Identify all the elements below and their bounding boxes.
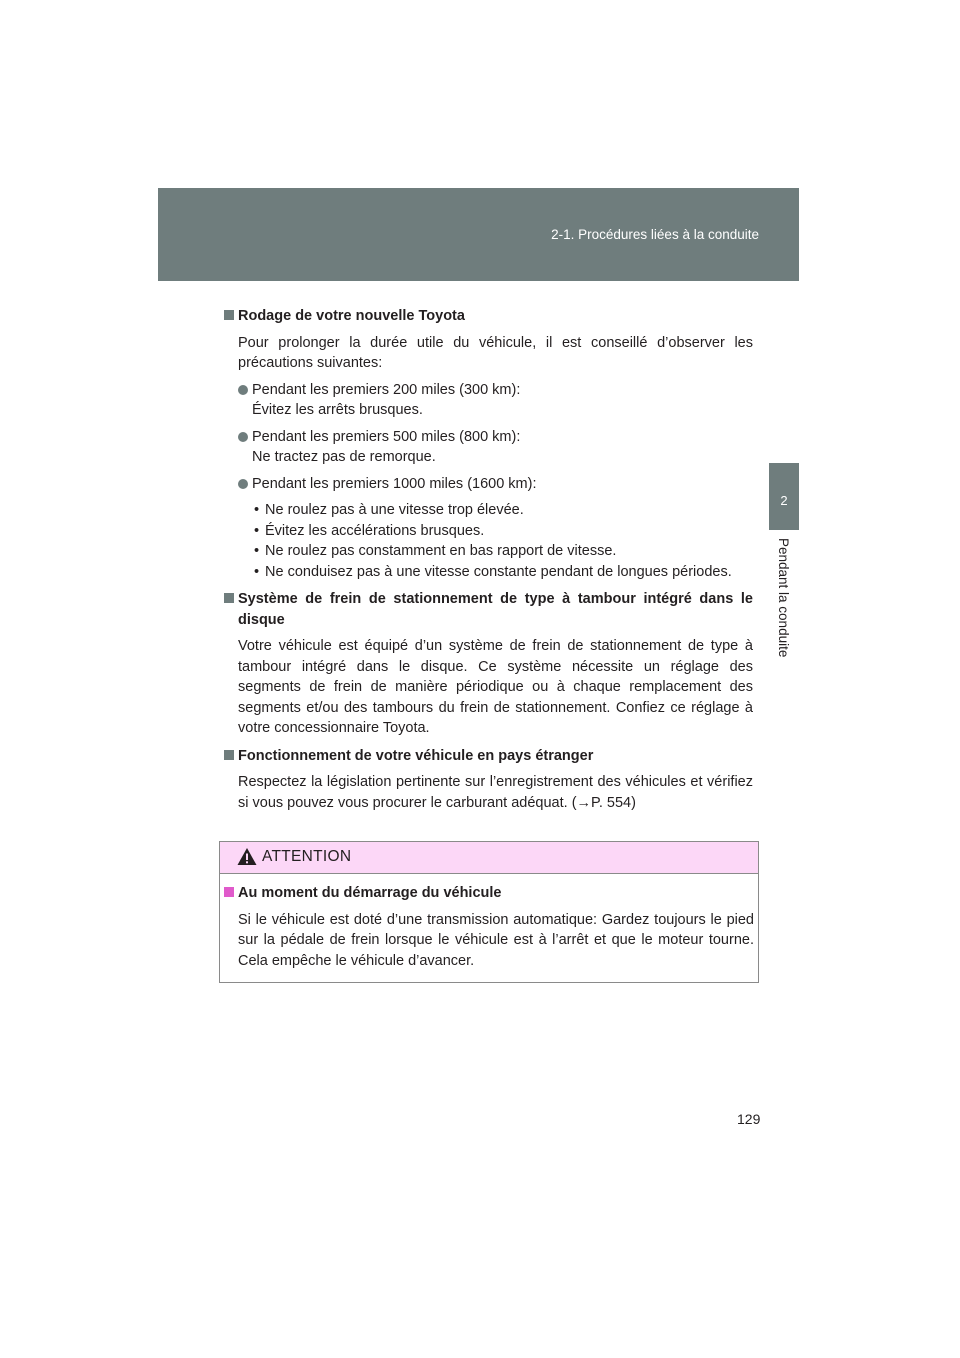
main-content bbox=[224, 306, 753, 813]
list-item: Pendant les premiers 500 miles (800 km): Ne tractez pas de remorque. bbox=[224, 427, 753, 468]
warning-box bbox=[219, 841, 759, 983]
sub-list bbox=[224, 500, 753, 582]
heading-etranger: Fonctionnement de votre véhicule en pays étranger bbox=[224, 746, 753, 767]
chapter-header bbox=[158, 188, 799, 281]
list-item: Pendant les premiers 200 miles (300 km): Évitez les arrêts brusques. bbox=[224, 380, 753, 421]
square-bullet-icon bbox=[224, 750, 234, 760]
page-reference: P. 554) bbox=[591, 794, 636, 811]
warning-triangle-icon bbox=[237, 847, 257, 866]
sub-list-item: • Ne roulez pas à une vitesse trop élevée. bbox=[254, 502, 524, 518]
heading-frein: Système de frein de stationnement de type à tambour intégré dans le disque bbox=[224, 589, 753, 630]
page-number: 129 bbox=[737, 1111, 761, 1127]
warning-header bbox=[220, 842, 758, 874]
section-title: 2-1. Procédures liées à la conduite bbox=[551, 227, 759, 242]
arrow-icon: → bbox=[576, 794, 592, 811]
frein-body: Votre véhicule est équipé d’un système de frein de stationnement de type à tambour intégré dans le disque. Ce système nécessite un réglage des segments de frein de manière périodique ou à chaque remplacement des segments et/ou des tambours du frein de stationnement. Confiez ce réglage à votre concessionnaire Toyota. bbox=[238, 638, 753, 736]
square-bullet-icon bbox=[224, 593, 234, 603]
chapter-label: Pendant la conduite bbox=[776, 538, 791, 658]
square-bullet-icon bbox=[224, 310, 234, 320]
sub-list-item: • Ne roulez pas constamment en bas rapport de vitesse. bbox=[254, 543, 617, 559]
etranger-body: Respectez la législation pertinente sur l’enregistrement des véhicules et vérifiez si vous pouvez vous procurer le carburant adéquat. (→P. 554) bbox=[238, 774, 753, 811]
circle-bullet-icon bbox=[238, 479, 248, 489]
warning-body: Si le véhicule est doté d’une transmission automatique: Gardez toujours le pied sur la pédale de frein lorsque le véhicule est à l’arrêt et que le moteur tourne. Cela empêche le véhicule d’avancer. bbox=[238, 911, 754, 969]
list-item: Pendant les premiers 1000 miles (1600 km): bbox=[224, 474, 753, 495]
square-bullet-icon bbox=[224, 887, 234, 897]
warning-content bbox=[224, 883, 754, 971]
chapter-tab bbox=[769, 463, 799, 530]
circle-bullet-icon bbox=[238, 385, 248, 395]
sub-list-item: • Évitez les accélérations brusques. bbox=[254, 522, 485, 539]
warning-heading: Au moment du démarrage du véhicule bbox=[224, 883, 754, 904]
rodage-intro: Pour prolonger la durée utile du véhicule, il est conseillé d’observer les précautions suivantes: bbox=[238, 334, 753, 371]
circle-bullet-icon bbox=[238, 432, 248, 442]
heading-rodage: Rodage de votre nouvelle Toyota bbox=[224, 306, 753, 327]
sub-list-item: • Ne conduisez pas à une vitesse constante pendant de longues périodes. bbox=[254, 563, 732, 580]
warning-label: ATTENTION bbox=[262, 848, 352, 865]
chapter-number: 2 bbox=[780, 493, 788, 508]
